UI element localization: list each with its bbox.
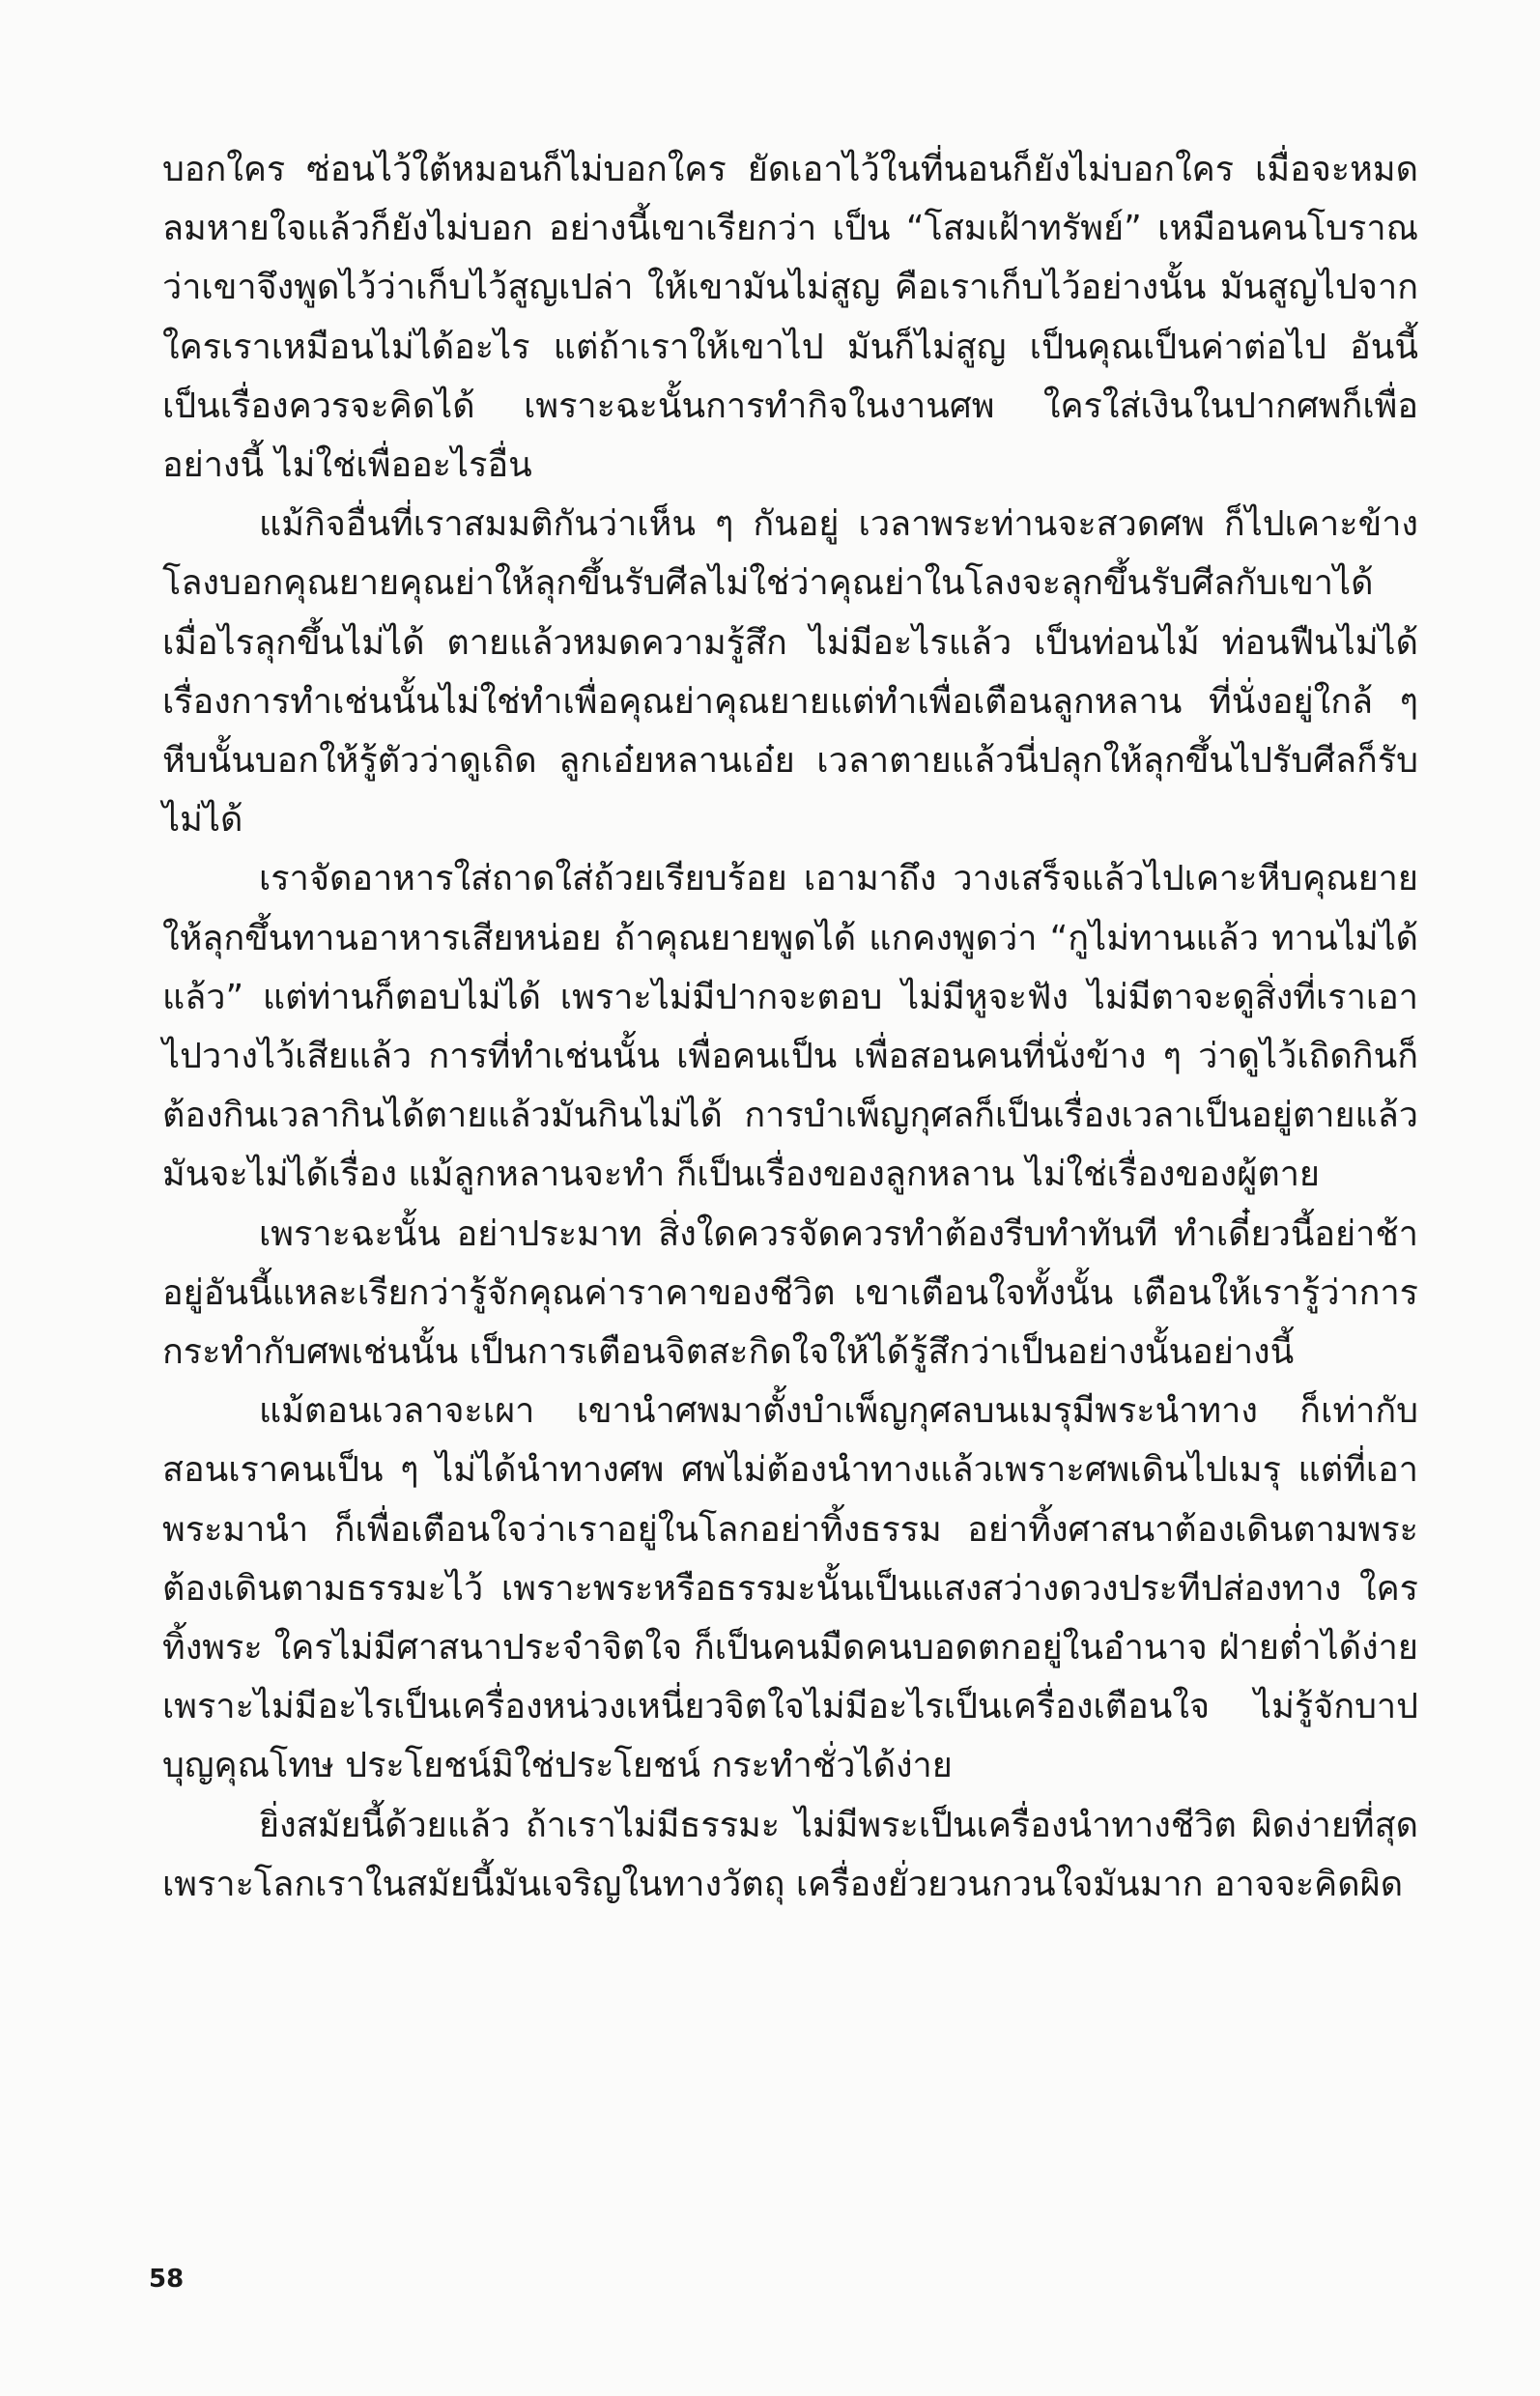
paragraph: เพราะฉะนั้น อย่าประมาท สิ่งใดควรจัดควรทำต้องรีบทำทันที ทำเดี๋ยวนี้อย่าช้าอยู่อันนี้แหละเรียกว่ารู้จักคุณค่าราคาของชีวิต เขาเตือนใจทั้งนั้น เตือนให้เรารู้ว่าการกระทำกับศพเช่นนั้น เป็นการเตือนจิตสะกิดใจให้ได้รู้สึกว่าเป็นอย่างนั้นอย่างนี้	[162, 1213, 1418, 1373]
page-number: 58	[149, 2265, 185, 2294]
paragraph: ยิ่งสมัยนี้ด้วยแล้ว ถ้าเราไม่มีธรรมะ ไม่มีพระเป็นเครื่องนำทางชีวิต ผิดง่ายที่สุดเพราะโลกเราในสมัยนี้มันเจริญในทางวัตถุ เครื่องยั่วยวนกวนใจมันมาก อาจจะคิดผิด	[162, 1805, 1418, 1904]
paragraph: บอกใคร ซ่อนไว้ใต้หมอนก็ไม่บอกใคร ยัดเอาไว้ในที่นอนก็ยังไม่บอกใคร เมื่อจะหมดลมหายใจแล้วก็ยังไม่บอก อย่างนี้เขาเรียกว่า เป็น “โสมเฝ้าทรัพย์” เหมือนคนโบราณว่าเขาจึงพูดไว้ว่าเก็บไว้สูญเปล่า ให้เขามันไม่สูญ คือเราเก็บไว้อย่างนั้น มันสูญไปจากใครเราเหมือนไม่ได้อะไร แต่ถ้าเราให้เขาไป มันก็ไม่สูญ เป็นคุณเป็นค่าต่อไป อันนี้เป็นเรื่องควรจะคิดได้ เพราะฉะนั้นการทำกิจในงานศพ ใครใส่เงินในปากศพก็เพื่ออย่างนี้ ไม่ใช่เพื่ออะไรอื่น	[162, 150, 1418, 486]
paragraph: เราจัดอาหารใส่ถาดใส่ถ้วยเรียบร้อย เอามาถึง วางเสร็จแล้วไปเคาะหีบคุณยายให้ลุกขึ้นทานอาหารเสียหน่อย ถ้าคุณยายพูดได้ แกคงพูดว่า “กูไม่ทานแล้ว ทานไม่ได้แล้ว” แต่ท่านก็ตอบไม่ได้ เพราะไม่มีปากจะตอบ ไม่มีหูจะฟัง ไม่มีตาจะดูสิ่งที่เราเอาไปวางไว้เสียแล้ว การที่ทำเช่นนั้น เพื่อคนเป็น เพื่อสอนคนที่นั่งข้าง ๆ ว่าดูไว้เถิดกินก็ต้องกินเวลากินได้ตายแล้วมันกินไม่ได้ การบำเพ็ญกุศลก็เป็นเรื่องเวลาเป็นอยู่ตายแล้วมันจะไม่ได้เรื่อง แม้ลูกหลานจะทำ ก็เป็นเรื่องของลูกหลาน ไม่ใช่เรื่องของผู้ตาย	[162, 859, 1418, 1195]
body-text	[162, 140, 1418, 1914]
paragraph: แม้ตอนเวลาจะเผา เขานำศพมาตั้งบำเพ็ญกุศลบนเมรุมีพระนำทาง ก็เท่ากับสอนเราคนเป็น ๆ ไม่ได้นำทางศพ ศพไม่ต้องนำทางแล้วเพราะศพเดินไปเมรุ แต่ที่เอาพระมานำ ก็เพื่อเตือนใจว่าเราอยู่ในโลกอย่าทิ้งธรรม อย่าทิ้งศาสนาต้องเดินตามพระต้องเดินตามธรรมะไว้ เพราะพระหรือธรรมะนั้นเป็นแสงสว่างดวงประทีปส่องทาง ใครทิ้งพระ ใครไม่มีศาสนาประจำจิตใจ ก็เป็นคนมืดคนบอดตกอยู่ในอำนาจ ฝ่ายต่ำได้ง่ายเพราะไม่มีอะไรเป็นเครื่องหน่วงเหนี่ยวจิตใจไม่มีอะไรเป็นเครื่องเตือนใจ ไม่รู้จักบาปบุญคุณโทษ ประโยชน์มิใช่ประโยชน์ กระทำชั่วได้ง่าย	[162, 1391, 1418, 1786]
paragraph: แม้กิจอื่นที่เราสมมติกันว่าเห็น ๆ กันอยู่ เวลาพระท่านจะสวดศพ ก็ไปเคาะข้างโลงบอกคุณยายคุณย่าให้ลุกขึ้นรับศีลไม่ใช่ว่าคุณย่าในโลงจะลุกขึ้นรับศีลกับเขาได้เมื่อไรลุกขึ้นไม่ได้ ตายแล้วหมดความรู้สึก ไม่มีอะไรแล้ว เป็นท่อนไม้ ท่อนฟืนไม่ได้เรื่องการทำเช่นนั้นไม่ใช่ทำเพื่อคุณย่าคุณยายแต่ทำเพื่อเตือนลูกหลาน ที่นั่งอยู่ใกล้ ๆ หีบนั้นบอกให้รู้ตัวว่าดูเถิด ลูกเอ๋ยหลานเอ๋ย เวลาตายแล้วนี่ปลุกให้ลุกขึ้นไปรับศีลก็รับไม่ได้	[162, 504, 1418, 841]
